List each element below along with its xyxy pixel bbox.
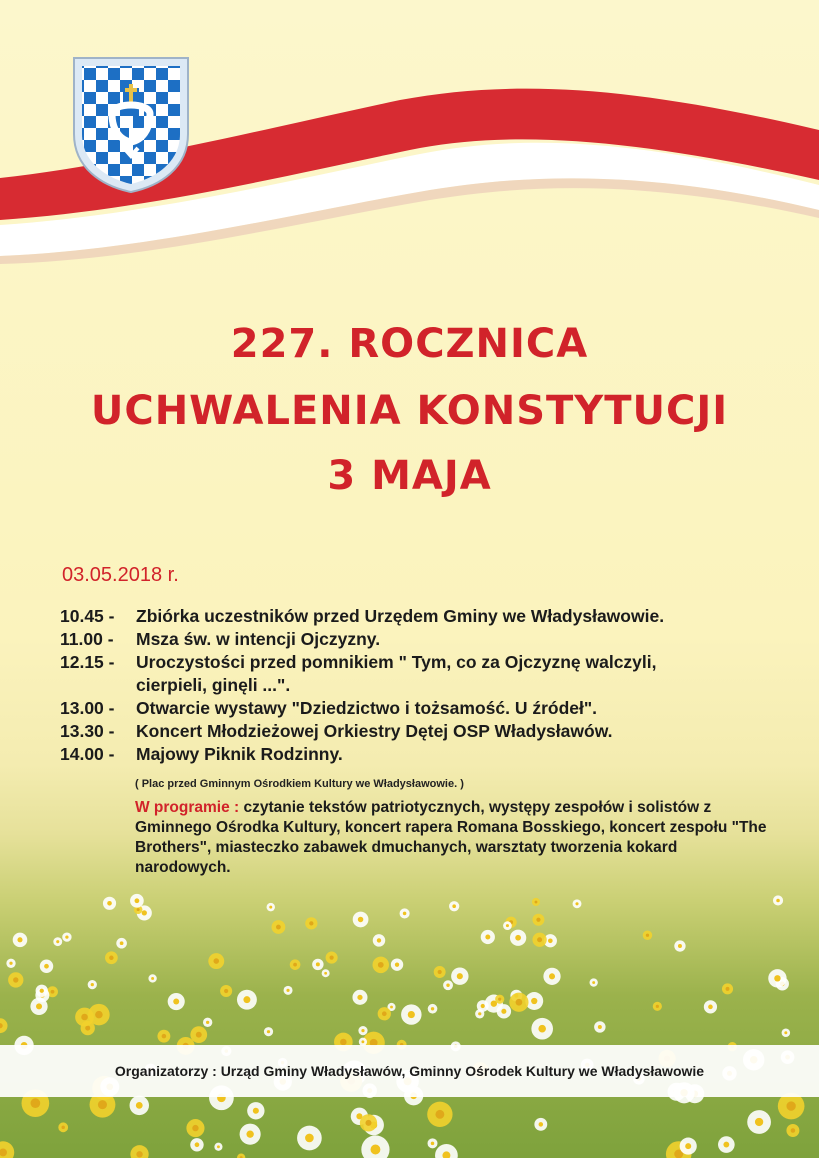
daisy-flower: [573, 899, 582, 908]
schedule-text: Majowy Piknik Rodzinny.: [136, 744, 343, 764]
daisy-flower: [451, 968, 468, 985]
daisy-flower: [401, 1004, 421, 1024]
schedule-item: [60, 605, 780, 628]
schedule-time: 13.30 -: [60, 721, 115, 741]
daisy-flower: [773, 895, 783, 905]
program-label: W programie :: [135, 799, 240, 816]
yellow-flower: [532, 898, 540, 906]
location-note: ( Plac przed Gminnym Ośrodkiem Kultury we Władysławowie. ): [135, 778, 464, 790]
yellow-flower: [190, 1026, 207, 1043]
daisy-flower: [427, 1138, 437, 1148]
yellow-flower: [130, 1145, 148, 1158]
yellow-flower: [532, 914, 544, 926]
daisy-flower: [237, 990, 257, 1010]
yellow-flower: [157, 1030, 170, 1043]
daisy-flower: [168, 993, 185, 1010]
yellow-flower: [495, 995, 504, 1004]
daisy-flower: [40, 960, 53, 973]
schedule-item: [60, 651, 780, 674]
program-text: czytanie tekstów patriotycznych, występy zespołów i solistów z Gminnego Ośrodka Kultury, koncert rapera Romana Bosskiego, koncert zespołu "The Brothers", miasteczko zabawek dmuchanych, warsztaty tworzenia kokard narodowych.: [135, 799, 767, 876]
schedule-text: Msza św. w intencji Ojczyzny.: [136, 629, 381, 649]
schedule-item: [60, 628, 780, 651]
daisy-flower: [747, 1110, 771, 1134]
schedule-time: 11.00 -: [60, 629, 114, 649]
yellow-flower: [434, 966, 446, 978]
daisy-flower: [674, 940, 685, 951]
daisy-flower: [400, 908, 410, 918]
daisy-flower: [297, 1126, 322, 1151]
daisy-flower: [13, 933, 28, 948]
yellow-flower: [208, 953, 224, 969]
yellow-flower: [186, 1119, 204, 1137]
schedule-time: 10.45 -: [60, 606, 115, 626]
yellow-flower: [326, 952, 338, 964]
flower-meadow: [0, 880, 819, 1158]
daisy-flower: [240, 1124, 261, 1145]
daisy-flower: [443, 980, 453, 990]
schedule-item: [60, 697, 780, 720]
yellow-flower: [509, 993, 528, 1012]
daisy-flower: [103, 897, 116, 910]
daisy-flower: [53, 937, 62, 946]
yellow-flower: [272, 920, 286, 934]
schedule-item: [60, 743, 780, 766]
yellow-flower: [237, 1153, 245, 1158]
daisy-flower: [475, 1009, 484, 1018]
daisy-flower: [373, 934, 385, 946]
title-line-2: UCHWALENIA KONSTYTUCJI: [90, 388, 729, 434]
schedule-text: Koncert Młodzieżowej Orkiestry Dętej OSP Władysławów.: [136, 721, 613, 741]
yellow-flower: [0, 1018, 8, 1033]
yellow-flower: [378, 1007, 391, 1020]
daisy-flower: [782, 1028, 791, 1037]
daisy-flower: [6, 959, 15, 968]
daisy-flower: [130, 894, 144, 908]
schedule-text: Zbiórka uczestników przed Urzędem Gminy we Władysławowie.: [136, 606, 665, 626]
daisy-flower: [590, 978, 598, 986]
coat-of-arms-icon: [72, 56, 190, 194]
yellow-flower: [220, 985, 232, 997]
daisy-flower: [594, 1021, 605, 1032]
schedule-time: 12.15 -: [60, 652, 115, 672]
schedule-text: Uroczystości przed pomnikiem " Tym, co za Ojczyznę walczyli,: [136, 652, 657, 672]
daisy-flower: [312, 959, 323, 970]
daisy-flower: [704, 1000, 717, 1013]
daisy-flower: [203, 1018, 212, 1027]
daisy-flower: [531, 1018, 553, 1040]
daisy-flower: [322, 969, 330, 977]
yellow-flower: [305, 917, 317, 929]
schedule-list: [60, 605, 780, 766]
daisy-flower: [148, 974, 156, 982]
yellow-flower: [643, 931, 652, 940]
schedule-time: 14.00 -: [60, 744, 115, 764]
daisy-flower: [353, 912, 369, 928]
daisy-flower: [510, 930, 526, 946]
daisy-flower: [130, 1096, 149, 1115]
daisy-flower: [116, 938, 127, 949]
yellow-flower: [372, 957, 389, 974]
yellow-flower: [75, 1008, 94, 1027]
yellow-flower: [0, 1141, 14, 1158]
daisy-flower: [361, 1135, 389, 1158]
daisy-flower: [264, 1027, 273, 1036]
yellow-flower: [722, 983, 733, 994]
daisy-flower: [267, 903, 275, 911]
daisy-flower: [88, 980, 97, 989]
yellow-flower: [786, 1124, 799, 1137]
schedule-item: [60, 720, 780, 743]
daisy-flower: [435, 1144, 458, 1158]
organizers-bar: [0, 1045, 819, 1097]
daisy-flower: [428, 1004, 438, 1014]
daisy-flower: [543, 968, 560, 985]
event-date: 03.05.2018 r.: [62, 564, 179, 586]
program-description: [135, 798, 775, 878]
organizers-text: Organizatorzy : Urząd Gminy Władysławów, Gminny Ośrodek Kultury we Władysławowie: [114, 1063, 705, 1079]
daisy-flower: [768, 969, 786, 987]
yellow-flower: [105, 951, 118, 964]
daisy-flower: [247, 1102, 264, 1119]
daisy-flower: [680, 1138, 697, 1155]
daisy-flower: [481, 930, 495, 944]
daisy-flower: [352, 990, 367, 1005]
daisy-flower: [449, 901, 459, 911]
daisy-flower: [534, 1118, 547, 1131]
yellow-flower: [532, 933, 546, 947]
daisy-flower: [391, 958, 403, 970]
yellow-flower: [360, 1114, 377, 1131]
yellow-flower: [653, 1002, 662, 1011]
daisy-flower: [214, 1143, 222, 1151]
daisy-flower: [718, 1136, 735, 1153]
title-line-3: 3 MAJA: [327, 453, 492, 499]
schedule-item-continuation: [136, 674, 780, 697]
daisy-flower: [36, 985, 48, 997]
yellow-flower: [290, 959, 301, 970]
daisy-flower: [497, 1004, 511, 1018]
daisy-flower: [503, 921, 512, 930]
schedule-time: 13.00 -: [60, 698, 115, 718]
yellow-flower: [8, 972, 23, 987]
title-line-1: 227. ROCZNICA: [230, 321, 589, 367]
schedule-text-continuation: cierpieli, ginęli ...".: [136, 675, 291, 695]
daisy-flower: [284, 986, 293, 995]
schedule-text: Otwarcie wystawy "Dziedzictwo i tożsamość. U źródeł".: [136, 698, 598, 718]
daisy-flower: [62, 932, 71, 941]
daisy-flower: [190, 1138, 203, 1151]
yellow-flower: [58, 1122, 68, 1132]
yellow-flower: [427, 1102, 452, 1127]
daisy-flower: [358, 1026, 367, 1035]
